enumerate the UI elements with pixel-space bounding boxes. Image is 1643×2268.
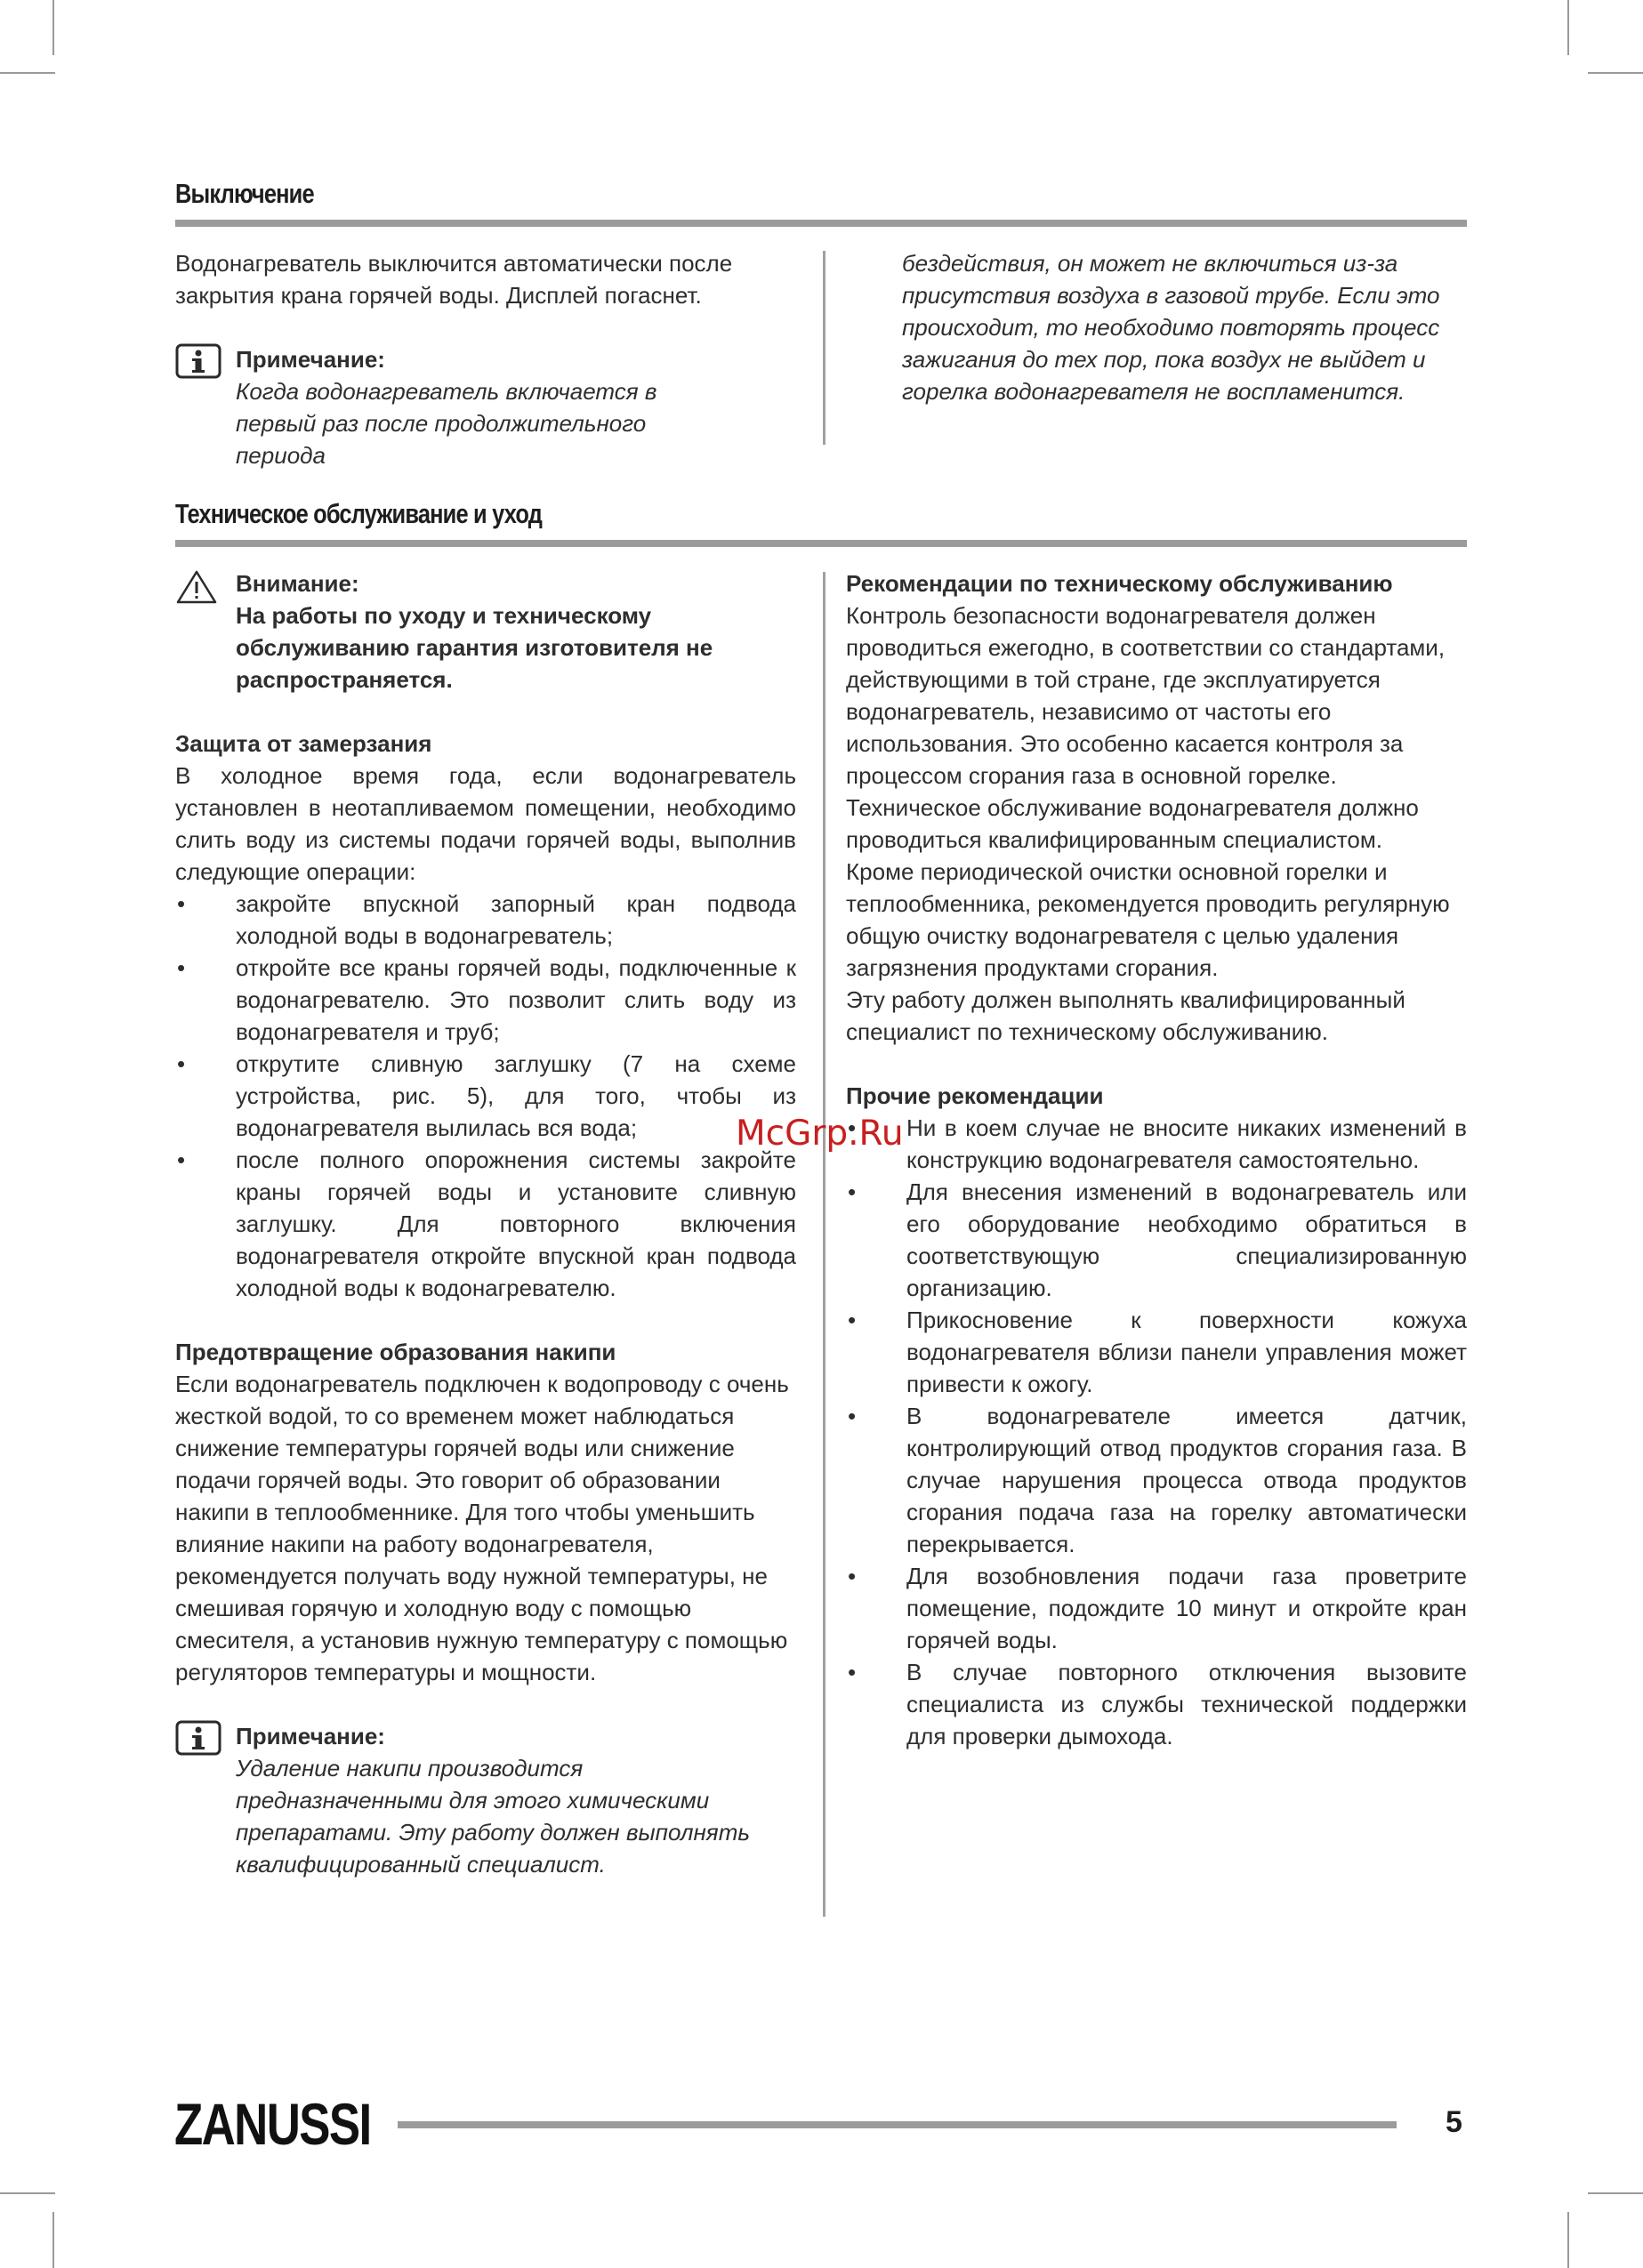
list-item: • Для внесения изменений в водонагреватель или его оборудование необходимо обратиться в соответствующую специализированную организацию. [846,1176,1467,1304]
brand-logo: ZANUSSI [174,2091,371,2157]
section-title-maint: Техническое обслуживание и уход [175,498,543,529]
note-text: Когда водонагреватель включается в первый раз после продолжительного периода [236,378,657,469]
frost-list [175,888,796,1304]
other-list [846,1112,1467,1752]
section-rule [175,220,1467,227]
warning-text: На работы по уходу и техническому обслуживанию гарантия изготовителя не распространяется. [236,602,713,693]
maint-left-column [175,567,796,1880]
crop-mark [1567,0,1569,55]
crop-mark [1567,2212,1569,2268]
off-right-text: бездействия, он может не включиться из-за присутствия воздуха в газовой трубе. Если это происходит, то необходимо повторять процесс зажигания до тех пор, пока воздух не выйдет и горелка водонагревателя не воспламенится. [902,250,1440,405]
frost-intro: В холодное время года, если водонагреватель установлен в неотапливаемом помещении, необходимо слить воду из системы подачи горячей воды, выполнив следующие операции: [175,762,796,885]
note-block [175,343,798,471]
off-right-column [902,247,1471,407]
recommend-heading: Рекомендации по техническому обслуживанию [846,570,1393,597]
footer-rule [398,2121,1397,2128]
recommend-p2: Кроме периодической очистки основной горелки и теплообменника, рекомендуется проводить регулярную общую очистку водонагревателя с целью удаления загрязнения продуктами сгорания. [846,858,1450,981]
column-divider [823,251,826,445]
list-item: • закройте впускной запорный кран подвода холодной воды в водонагреватель; [175,888,796,952]
maint-right-column [846,567,1467,1752]
list-item: • В водонагревателе имеется датчик, контролирующий отвод продуктов сгорания газа. В случае нарушения процесса отвода продуктов сгорания подача газа на горелку автоматически перекрывается. [846,1400,1467,1560]
list-item: • после полного опорожнения системы закройте краны горячей воды и установите сливную заглушку. Для повторного включения водонагревателя откройте впускной кран подвода холодной воды к водонагревателю. [175,1144,796,1304]
list-item: • Ни в коем случае не вносите никаких изменений в конструкцию водонагревателя самостоятельно. [846,1112,1467,1176]
warning-block [175,567,796,696]
crop-mark [0,72,55,74]
frost-heading: Защита от замерзания [175,730,432,757]
recommend-p3: Эту работу должен выполнять квалифицированный специалист по техническому обслуживанию. [846,986,1405,1045]
note-text: Удаление накипи производится предназначенными для этого химическими препаратами. Эту работу должен выполнять квалифицированный специалист. [236,1755,751,1878]
info-icon [175,1720,221,1764]
crop-mark [1588,2192,1643,2194]
page-number: 5 [1446,2105,1462,2139]
info-icon [175,343,221,387]
list-item: • Прикосновение к поверхности кожуха водонагревателя вблизи панели управления может привести к ожогу. [846,1304,1467,1400]
crop-mark [1588,72,1643,74]
list-item: • откройте все краны горячей воды, подключенные к водонагревателю. Это позволит слить воду из водонагревателя и труб; [175,952,796,1048]
list-item: • В случае повторного отключения вызовите специалиста из службы технической поддержки для проверки дымохода. [846,1656,1467,1752]
section-rule [175,540,1467,547]
list-item: • открутите сливную заглушку (7 на схеме устройства, рис. 5), для того, чтобы из водонагревателя вылилась вся вода; [175,1048,796,1144]
note-title: Примечание: [236,346,385,373]
off-left-column [175,247,798,471]
column-divider [823,572,826,1917]
list-item: • Для возобновления подачи газа проветрите помещение, подождите 10 минут и откройте кран горячей воды. [846,1560,1467,1656]
watermark-text: McGrp.Ru [736,1114,904,1154]
crop-mark [0,2192,55,2194]
scale-text: Если водонагреватель подключен к водопроводу с очень жесткой водой, то со временем может наблюдаться снижение температуры горячей воды или снижение подачи горячей воды. Это говорит об образовании накипи в теплообменнике. Для того чтобы уменьшить влияние накипи на работу водонагревателя, рекомендуется получать воду нужной температуры, не смешивая горячую и холодную воду с помощью смесителя, а установив нужную температуру с помощью регуляторов температуры и мощности. [175,1371,789,1685]
off-text: Водонагреватель выключится автоматически после закрытия крана горячей воды. Дисплей погаснет. [175,250,733,309]
warning-triangle-icon [175,569,218,613]
recommend-p1: Контроль безопасности водонагревателя должен проводиться ежегодно, в соответствии со стандартами, действующими в той стране, где эксплуатируется водонагреватель, независимо от частоты его использования. Это особенно касается контроля за процессом сгорания газа в основной горелке. Техническое обслуживание водонагревателя должно проводиться квалифицированным специалистом. [846,602,1446,853]
crop-mark [52,2212,54,2268]
section-title-off: Выключение [175,178,314,209]
note-block [175,1720,796,1880]
crop-mark [52,0,54,55]
note-title: Примечание: [236,1723,385,1749]
other-heading: Прочие рекомендации [846,1082,1104,1109]
warning-title: Внимание: [236,570,359,597]
scale-heading: Предотвращение образования накипи [175,1339,616,1365]
